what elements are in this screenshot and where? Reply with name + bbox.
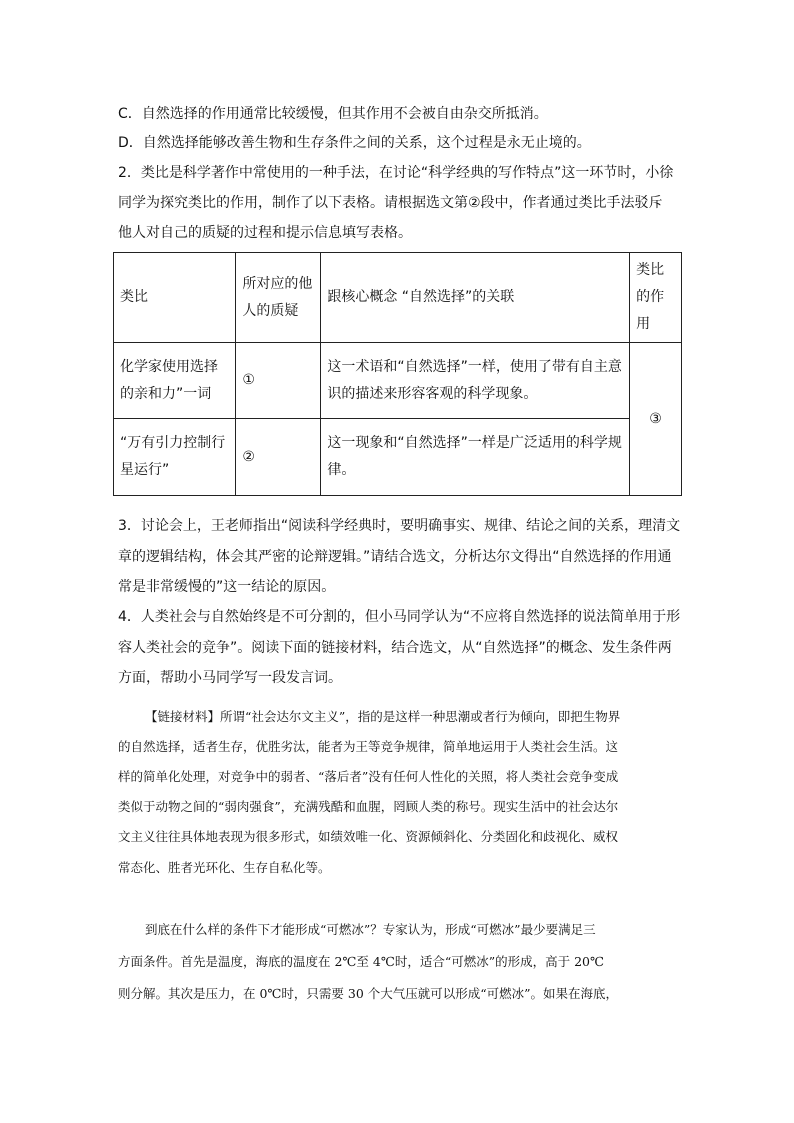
question-2-line: 同学为探究类比的作用，制作了以下表格。请根据选文第②段中，作者通过类比手法驳斥 [118, 195, 663, 211]
doubt-cell: ① [236, 343, 321, 419]
option-c: C．自然选择的作用通常比较缓慢，但其作用不会被自由杂交所抵消。 [118, 106, 548, 122]
link-material-line: 样的简单化处理，对竞争中的弱者、“落后者”没有任何人性化的关照，将人类社会竞争变成 [118, 769, 619, 784]
link-material-line: 【链接材料】所谓“社会达尔文主义”，指的是这样一种思潮或者行为倾向，即把生物界 [145, 709, 621, 724]
analogy-cell: 化学家使用选择的亲和力”一词 [114, 343, 236, 419]
question-3-line: 常是非常缓慢的”这一结论的原因。 [118, 579, 336, 595]
relation-cell: 这一现象和“自然选择”一样是广泛适用的科学规律。 [321, 419, 630, 496]
question-4-line: 容人类社会的竞争”。阅读下面的链接材料，结合选文，从“自然选择”的概念、发生条件两 [118, 640, 672, 656]
table-header-row [114, 253, 682, 343]
option-d: D．自然选择能够改善生物和生存条件之间的关系，这个过程是永无止境的。 [118, 135, 591, 151]
effect-cell: ③ [630, 343, 682, 496]
question-3-line: 章的逻辑结构，体会其严密的论辩逻辑。”请结合选文，分析达尔文得出“自然选择的作用通 [118, 549, 672, 565]
header-effect: 类比的作用 [630, 253, 682, 343]
question-3-line: 3．讨论会上，王老师指出“阅读科学经典时，要明确事实、规律、结论之间的关系，理清文 [118, 518, 681, 534]
link-material-line: 类似于动物之间的“弱肉强食”，充满残酷和血腥，罔顾人类的称号。现实生活中的社会达尔 [118, 799, 619, 814]
header-analogy: 类比 [114, 253, 236, 343]
table-row [114, 419, 682, 496]
link-material-line: 的自然选择，适者生存，优胜劣汰，能者为王等竞争规律，简单地运用于人类社会生活。这 [118, 739, 619, 754]
header-doubt: 所对应的他人的质疑 [236, 253, 321, 343]
passage-line: 则分解。其次是压力，在 0℃时，只需要 30 个大气压就可以形成“可燃冰”。如果在海底， [118, 986, 619, 1001]
passage-line: 方面条件。首先是温度，海底的温度在 2℃至 4℃时，适合“可燃冰”的形成，高于 20℃ [118, 954, 604, 969]
question-4-line: 4．人类社会与自然始终是不可分割的，但小马同学认为“不应将自然选择的说法简单用于形 [118, 609, 681, 625]
passage-line: 到底在什么样的条件下才能形成“可燃冰”？专家认为，形成“可燃冰”最少要满足三 [145, 922, 596, 937]
analogy-table [113, 252, 682, 496]
doubt-cell: ② [236, 419, 321, 496]
link-material-line: 常态化、胜者光环化、生存自私化等。 [118, 860, 331, 875]
question-4-line: 方面，帮助小马同学写一段发言词。 [118, 670, 342, 686]
question-2-line: 他人对自己的质疑的过程和提示信息填写表格。 [118, 225, 412, 241]
table-row [114, 343, 682, 419]
question-2-line: 2．类比是科学著作中常使用的一种手法，在讨论“科学经典的写作特点”这一环节时，小徐 [118, 165, 674, 181]
header-relation: 跟核心概念 “自然选择”的关联 [321, 253, 630, 343]
relation-cell: 这一术语和“自然选择”一样，使用了带有自主意识的描述来形容客观的科学现象。 [321, 343, 630, 419]
analogy-cell: “万有引力控制行星运行” [114, 419, 236, 496]
link-material-line: 文主义往往具体地表现为很多形式，如绩效唯一化、资源倾斜化、分类固化和歧视化、威权 [118, 829, 619, 844]
